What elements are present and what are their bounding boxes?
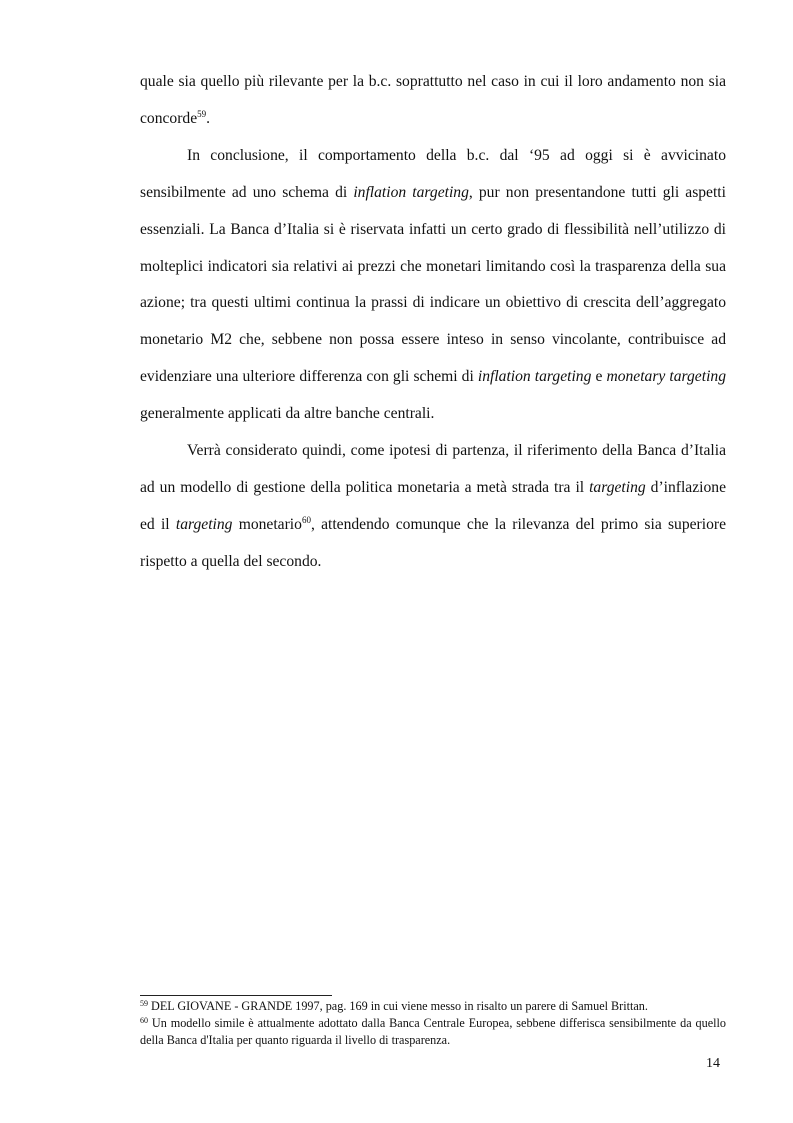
footnote-text: DEL GIOVANE - GRANDE 1997, pag. 169 in cui viene messo in risalto un parere di Samuel Brittan.	[148, 999, 648, 1013]
footnotes	[140, 998, 726, 1049]
paragraph-2-part-2: , pur non presentandone tutti gli aspetti essenziali. La Banca d’Italia si è riservata infatti un certo grado di flessibilità nell’utilizzo di molteplici indicatori sia relativi ai prezzi che monetari limitando così la trasparenza della sua azione; tra questi ultimi continua la prassi di indicare un obiettivo di crescita dell’aggregato monetario M2 che, sebbene non possa essere inteso in senso vincolante, contribuisce ad evidenziare una ulteriore differenza con gli schemi di	[140, 183, 726, 386]
footnote-ref-59[interactable]: 59	[197, 108, 207, 119]
footnote-text: Un modello simile è attualmente adottato dalla Banca Centrale Europea, sebbene differisca sensibilmente da quello della Banca d'Italia per quanto riguarda il livello di trasparenza.	[140, 1016, 726, 1047]
paragraph-2-italic-3: monetary targeting	[606, 368, 726, 386]
footnote-number: 59	[140, 999, 148, 1008]
footnote-separator	[140, 995, 332, 996]
paragraph-3	[140, 433, 726, 581]
paragraph-1-end: .	[206, 109, 211, 127]
paragraph-2-part-4: generalmente applicati da altre banche centrali.	[140, 405, 435, 423]
paragraph-1	[140, 64, 726, 138]
paragraph-3-part-4: , attendendo comunque che la rilevanza del primo sia superiore rispetto a quella del secondo.	[140, 515, 726, 570]
paragraph-1-text: quale sia quello più rilevante per la b.c. soprattutto nel caso in cui il loro andamento non sia concorde	[140, 73, 726, 127]
footnote-59	[140, 998, 726, 1015]
paragraph-2	[140, 138, 726, 433]
paragraph-3-part-3: monetario	[232, 515, 302, 533]
footnote-ref-60[interactable]: 60	[301, 514, 311, 525]
page-number: 14	[706, 1056, 720, 1071]
footnote-60	[140, 1015, 726, 1049]
paragraph-3-part-2: d’inflazione ed il	[140, 478, 726, 533]
paragraph-2-part-1: In conclusione, il comportamento della b.c. dal ‘95 ad oggi si è avvicinato sensibilmente ad uno schema di	[140, 146, 726, 201]
body-text	[140, 64, 726, 581]
footnote-number: 60	[140, 1016, 148, 1025]
paragraph-2-italic-1: inflation targeting	[353, 183, 469, 201]
paragraph-3-italic-1: targeting	[589, 478, 646, 496]
paragraph-3-part-1: Verrà considerato quindi, come ipotesi di partenza, il riferimento della Banca d’Italia ad un modello di gestione della politica monetaria a metà strada tra il	[140, 442, 726, 496]
paragraph-2-part-3: e	[591, 368, 607, 386]
paragraph-3-italic-2: targeting	[175, 515, 233, 533]
paragraph-2-italic-2: inflation targeting	[477, 368, 592, 386]
